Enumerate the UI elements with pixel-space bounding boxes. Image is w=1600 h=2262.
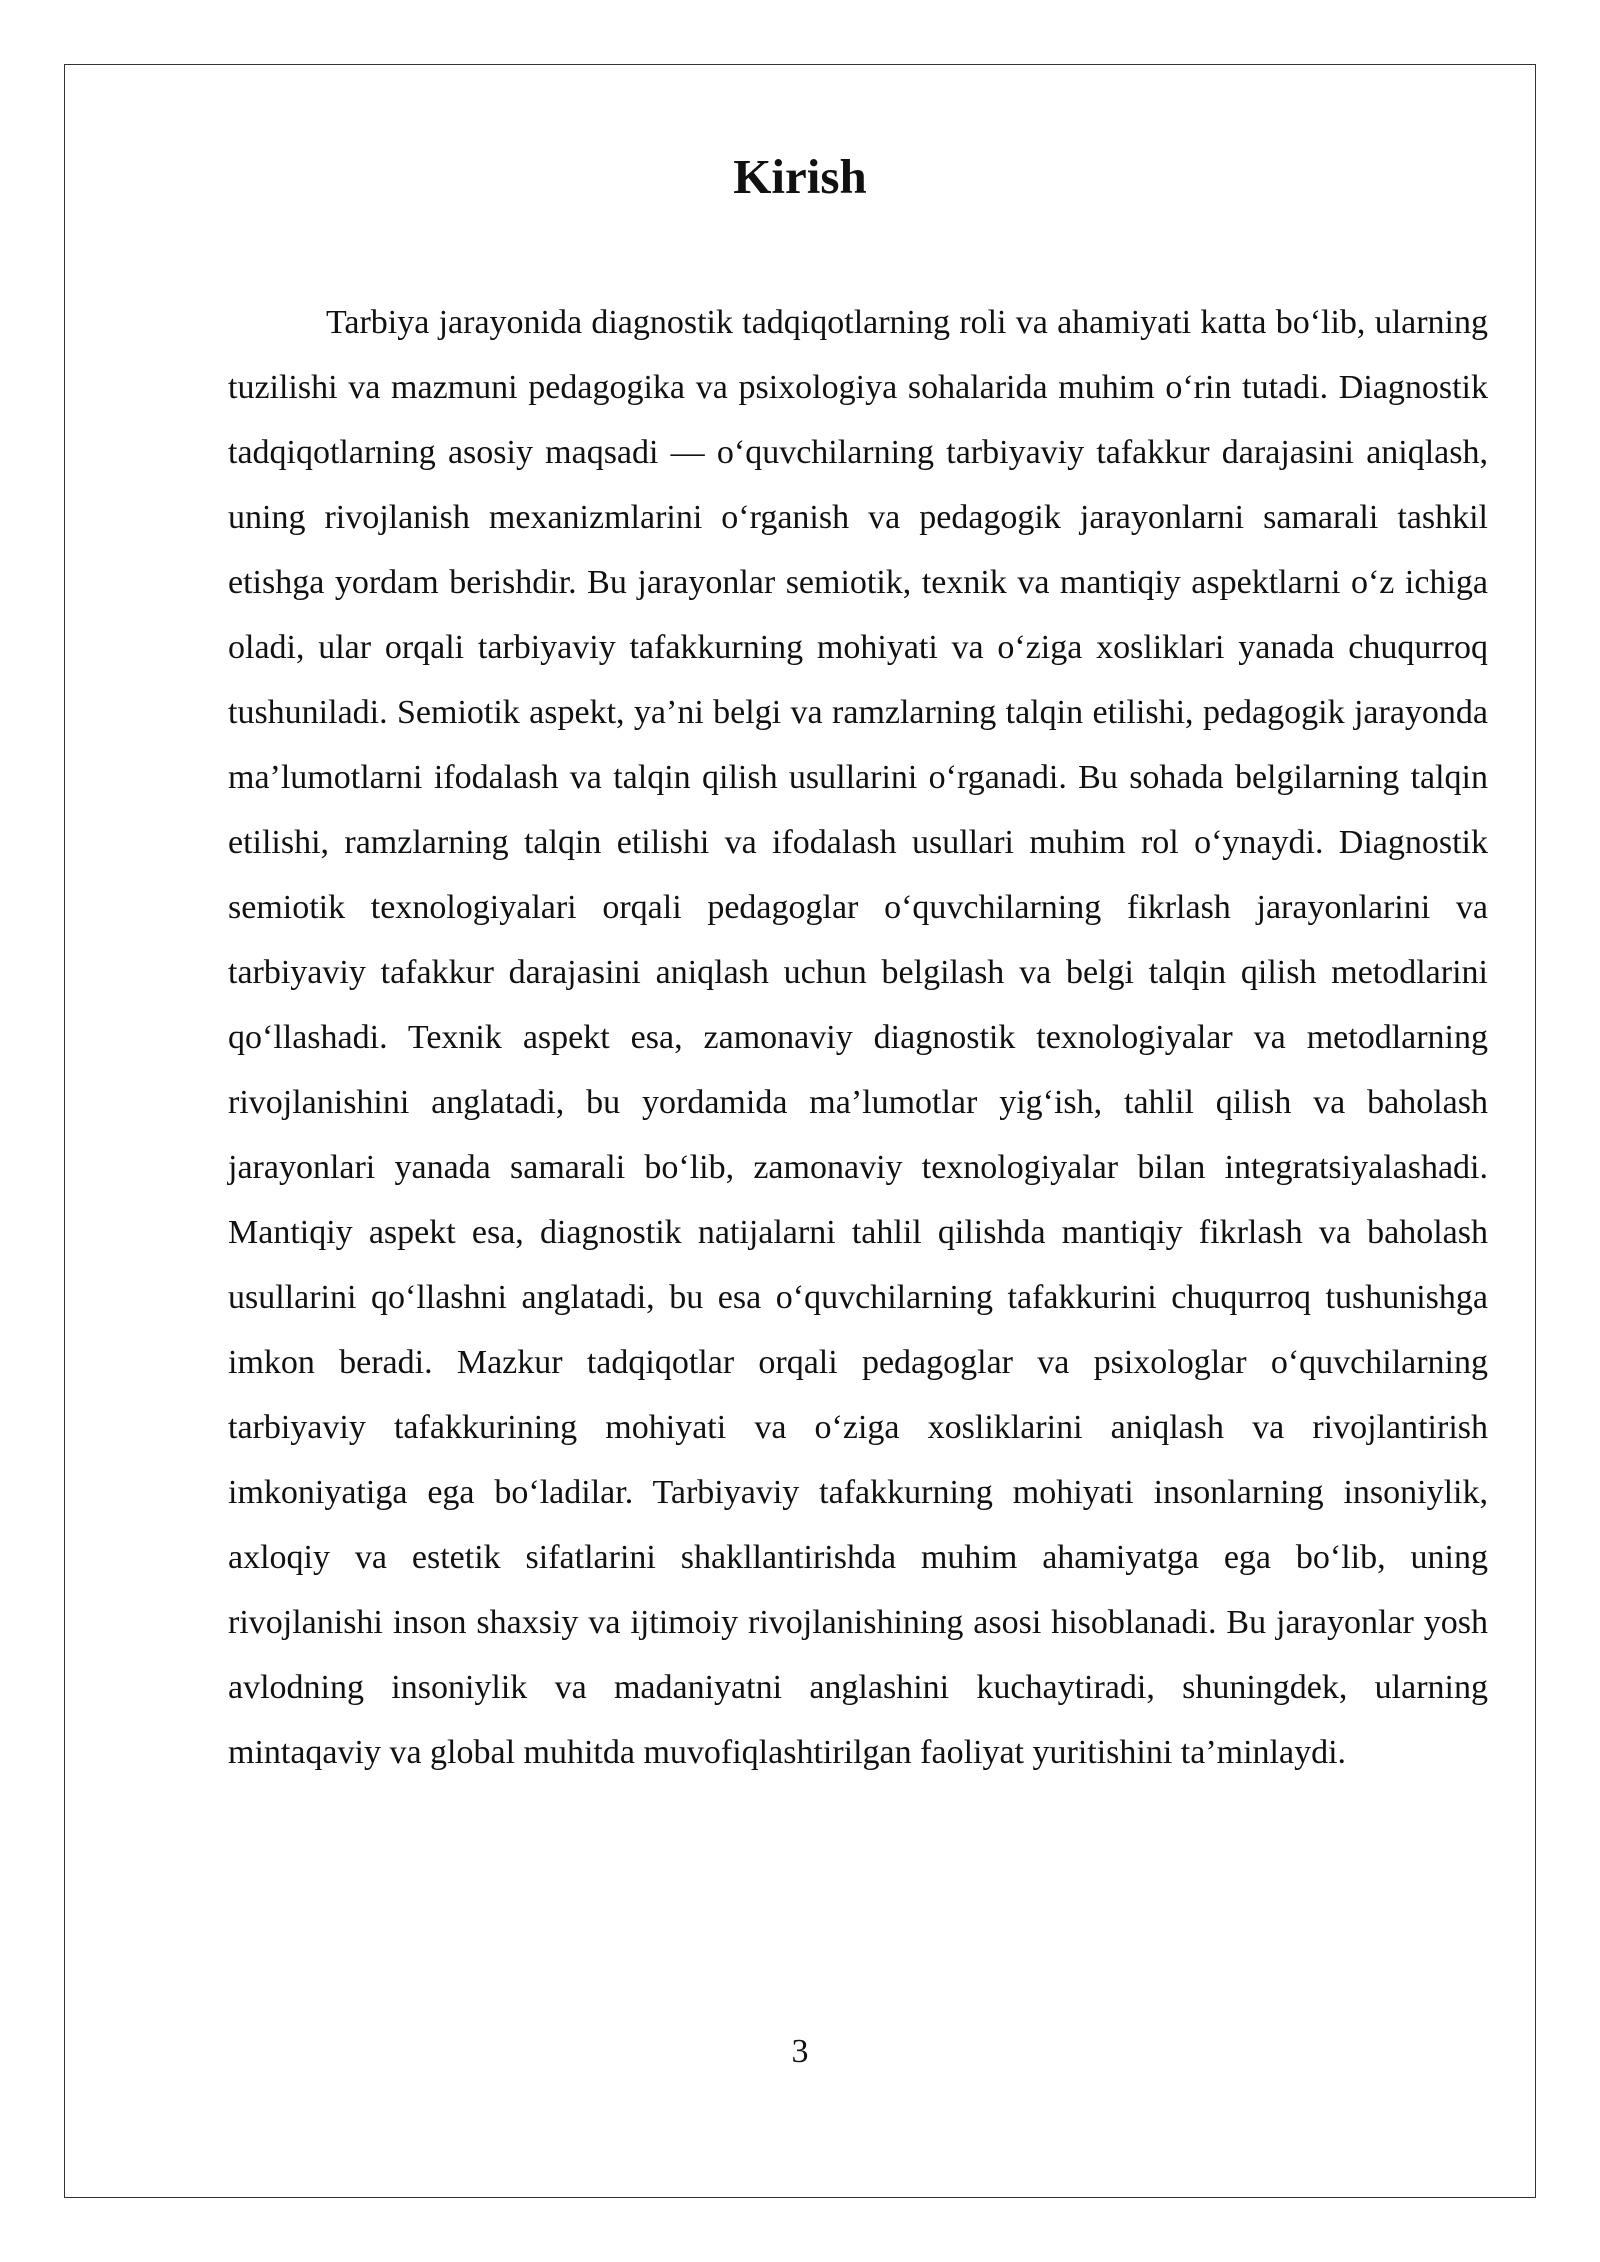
page-title: Kirish: [733, 149, 867, 204]
page-number: 3: [791, 2033, 809, 2070]
body-paragraph: Tarbiya jarayonida diagnostik tadqiqotlarning roli va ahamiyati katta bo‘lib, ularning tuzilishi va mazmuni pedagogika va psixologiya sohalarida muhim o‘rin tutadi. Diagnostik tadqiqotlarning asosiy maqsadi — o‘quvchilarning tarbiyaviy tafakkur darajasini aniqlash, uning rivojlanish mexanizmlarini o‘rganish va pedagogik jarayonlarni samarali tashkil etishga yordam berishdir. Bu jarayonlar semiotik, texnik va mantiqiy aspektlarni o‘z ichiga oladi, ular orqali tarbiyaviy tafakkurning mohiyati va o‘ziga xosliklari yanada chuqurroq tushuniladi. Semiotik aspekt, ya’ni belgi va ramzlarning talqin etilishi, pedagogik jarayonda ma’lumotlarni ifodalash va talqin qilish usullarini o‘rganadi. Bu sohada belgilarning talqin etilishi, ramzlarning talqin etilishi va ifodalash usullari muhim rol o‘ynaydi. Diagnostik semiotik texnologiyalari orqali pedagoglar o‘quvchilarning fikrlash jarayonlarini va tarbiyaviy tafakkur darajasini aniqlash uchun belgilash va belgi talqin qilish metodlarini qo‘llashadi. Texnik aspekt esa, zamonaviy diagnostik texnologiyalar va metodlarning rivojlanishini anglatadi, bu yordamida ma’lumotlar yig‘ish, tahlil qilish va baholash jarayonlari yanada samarali bo‘lib, zamonaviy texnologiyalar bilan integratsiyalashadi. Mantiqiy aspekt esa, diagnostik natijalarni tahlil qilishda mantiqiy fikrlash va baholash usullarini qo‘llashni anglatadi, bu esa o‘quvchilarning tafakkurini chuqurroq tushunishga imkon beradi. Mazkur tadqiqotlar orqali pedagoglar va psixologlar o‘quvchilarning tarbiyaviy tafakkurining mohiyati va o‘ziga xosliklarini aniqlash va rivojlantirish imkoniyatiga ega bo‘ladilar. Tarbiyaviy tafakkurning mohiyati insonlarning insoniylik, axloqiy va estetik sifatlarini shakllantirishda muhim ahamiyatga ega bo‘lib, uning rivojlanishi inson shaxsiy va ijtimoiy rivojlanishining asosi hisoblanadi. Bu jarayonlar yosh avlodning insoniylik va madaniyatni anglashini kuchaytiradi, shuningdek, ularning mintaqaviy va global muhitda muvofiqlashtirilgan faoliyat yuritishini ta’minlaydi.: [228, 304, 1488, 1771]
